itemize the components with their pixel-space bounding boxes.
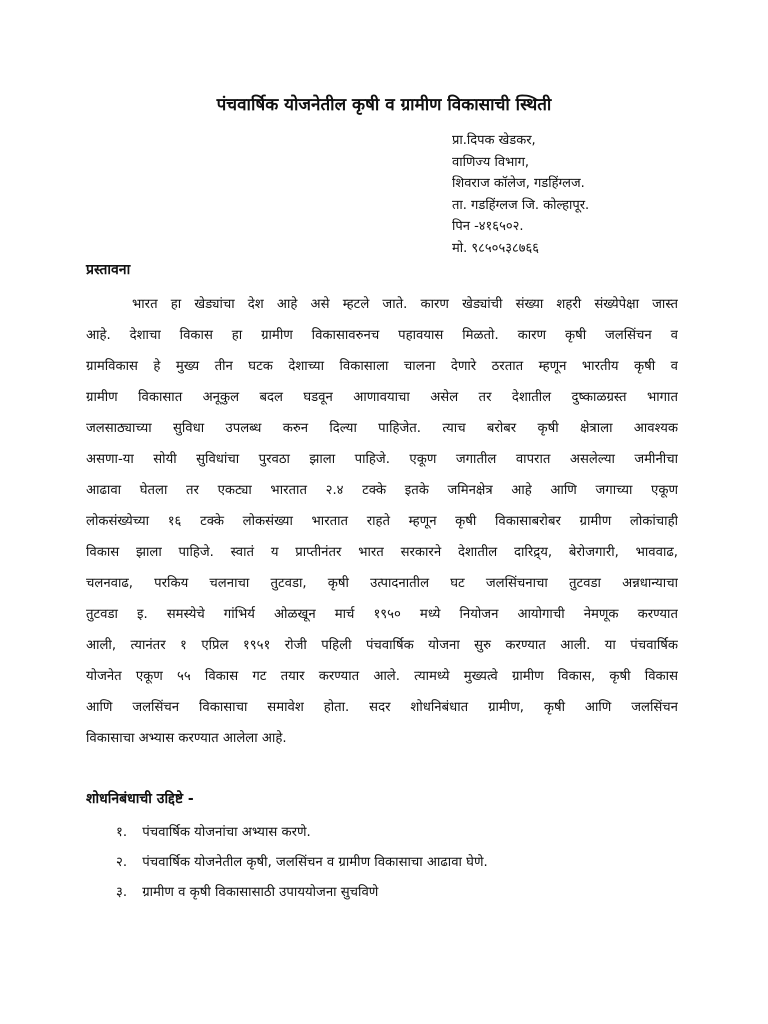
paragraph-line: आढावा घेतला तर एकट्या भारतात २.४ टक्के इतके जमिनक्षेत्र आहे आणि जगाच्या एकूण (86, 483, 678, 498)
list-item-text: ग्रामीण व कृषी विकासासाठी उपाययोजना सुचविणे (142, 885, 379, 900)
paragraph-line: असणा-या सोयी सुविधांचा पुरवठा झाला पाहिजे. एकूण जगातील वापरात असलेल्या जमीनीचा (86, 452, 678, 467)
introduction-paragraph (86, 289, 678, 754)
author-block (452, 130, 752, 260)
author-pin: पिन -४१६५०२. (452, 219, 524, 235)
list-item-number: १. (116, 825, 128, 840)
paragraph-line: ग्रामविकास हे मुख्य तीन घटक देशाच्या विकासाला चालना देणारे ठरतात म्हणून भारतीय कृषी व (86, 359, 678, 374)
list-item (116, 848, 716, 878)
author-mobile: मो. ९८५०५३८७६६ (452, 240, 540, 256)
document-title: पंचवार्षिक योजनेतील कृषी व ग्रामीण विकासाची स्थिती (216, 95, 552, 115)
objectives-heading: शोधनिबंधाची उद्दिष्टे - (86, 791, 194, 807)
list-item (116, 878, 716, 908)
paragraph-line: विकास झाला पाहिजे. स्वातं य प्राप्तीनंतर भारत सरकारने देशातील दारिद्र्य, बेरोजगारी, भाववाढ, (86, 545, 678, 560)
paragraph-line: आणि जलसिंचन विकासाचा समावेश होता. सदर शोधनिबंधात ग्रामीण, कृषी आणि जलसिंचन (86, 700, 678, 715)
paragraph-line: लोकसंख्येच्या १६ टक्के लोकसंख्या भारतात राहते म्हणून कृषी विकासाबरोबर ग्रामीण लोकांचाही (86, 514, 678, 529)
objectives-list (116, 818, 716, 908)
paragraph-line: ग्रामीण विकासात अनूकुल बदल घडवून आणावयाचा असेल तर देशातील दुष्काळग्रस्त भागात (86, 390, 678, 405)
paragraph-line: भारत हा खेड्यांचा देश आहे असे म्हटले जाते. कारण खेड्यांची संख्या शहरी संख्येपेक्षा जास्त (132, 297, 678, 312)
list-item-number: ३. (116, 885, 128, 900)
paragraph-line: जलसाठ्याच्या सुविधा उपलब्ध करुन दिल्या पाहिजेत. त्याच बरोबर कृषी क्षेत्राला आवश्यक (86, 421, 678, 436)
list-item-text: पंचवार्षिक योजनेतील कृषी, जलसिंचन व ग्रामीण विकासाचा आढावा घेणे. (142, 855, 488, 870)
paragraph-line: तुटवडा इ. समस्येचे गांभिर्य ओळखून मार्च १९५० मध्ये नियोजन आयोगाची नेमणूक करण्यात (86, 607, 678, 622)
list-item-text: पंचवार्षिक योजनांचा अभ्यास करणे. (142, 825, 311, 840)
paragraph-line: आली, त्यानंतर १ एप्रिल १९५१ रोजी पहिली पंचवार्षिक योजना सुरु करण्यात आली. या पंचवार्षिक (86, 638, 678, 653)
author-department: वाणिज्य विभाग, (452, 154, 530, 170)
author-address: ता. गडहिंग्लज जि. कोल्हापूर. (452, 197, 590, 213)
paragraph-line: चलनवाढ, परकिय चलनाचा तुटवडा, कृषी उत्पादनातील घट जलसिंचनाचा तुटवडा अन्नधान्याचा (86, 576, 678, 591)
paragraph-line: योजनेत एकूण ५५ विकास गट तयार करण्यात आले. त्यामध्ये मुख्यत्वे ग्रामीण विकास, कृषी विकास (86, 669, 678, 684)
author-name: प्रा.दिपक खेडकर, (452, 133, 536, 148)
list-item-number: २. (116, 855, 128, 870)
author-college: शिवराज कॉलेज, गडहिंग्लज. (452, 176, 585, 192)
paragraph-line: विकासाचा अभ्यास करण्यात आलेला आहे. (86, 731, 287, 746)
introduction-heading: प्रस्तावना (86, 262, 131, 278)
paragraph-line: आहे. देशाचा विकास हा ग्रामीण विकासावरुनच पहावयास मिळतो. कारण कृषी जलसिंचन व (86, 328, 678, 343)
list-item (116, 818, 716, 848)
